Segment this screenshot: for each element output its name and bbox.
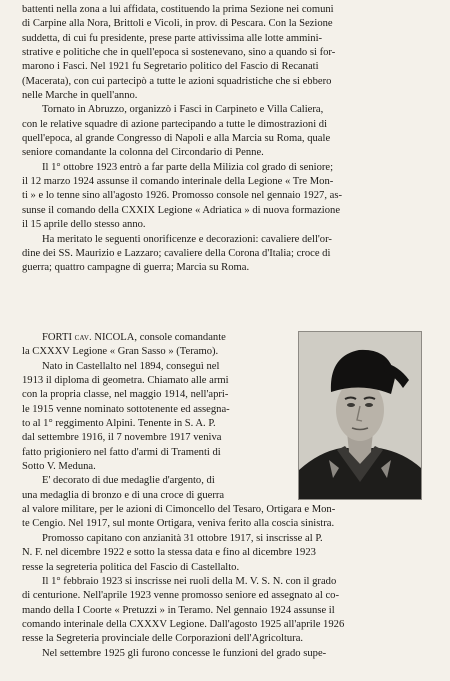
paragraph <box>22 532 422 575</box>
biography-forti <box>22 331 422 661</box>
paragraph <box>22 575 422 647</box>
text-line: Sotto V. Meduna. <box>22 461 96 473</box>
text-line: dine dei SS. Maurizio e Lazzaro; cavaliere della Corona d'Italia; croce di <box>22 247 331 259</box>
text-line: le 1915 venne nominato sottotenente ed assegna- <box>22 403 230 415</box>
text-line: guerra; quattro campagne di guerra; Marcia su Roma. <box>22 262 250 274</box>
text-line: marono i Fasci. Nel 1921 fu Segretario politico del Fascio di Recanati <box>22 61 319 73</box>
text-line: Tornato in Abruzzo, organizzò i Fasci in Carpineto e Villa Caliera, <box>42 104 324 116</box>
text-line: con le relative squadre di azione partecipando a tutte le dimostrazioni di <box>22 118 328 130</box>
paragraph <box>22 103 428 160</box>
person-name-role: NICOLA, console comandante <box>94 332 226 343</box>
text-line: con la propria classe, nel maggio 1914, nell'apri- <box>22 389 229 401</box>
person-surname: FORTI <box>42 332 72 343</box>
paragraph <box>22 360 287 475</box>
text-line: Nel settembre 1925 gli furono concesse le funzioni del grado supe- <box>42 647 327 659</box>
text-line: nelle Marche in quell'anno. <box>22 90 138 102</box>
text-line: mando della I Coorte « Pretuzzi » in Teramo. Nel gennaio 1924 assunse il <box>22 604 335 616</box>
text-line: strative e politiche che in quell'epoca si sostenevano, sino a quando si for- <box>22 47 336 59</box>
text-line: N. F. nel dicembre 1922 e sotto la stessa data e fino al dicembre 1923 <box>22 547 316 559</box>
text-line: comando interinale della CXXXV Legione. Dall'agosto 1925 all'aprile 1926 <box>22 618 345 630</box>
paragraph <box>22 233 428 276</box>
text-line: (Macerata), con cui partecipò a tutte le azioni squadristiche che si ebbero <box>22 75 332 87</box>
text-line: la CXXXV Legione « Gran Sasso » (Teramo). <box>22 346 219 358</box>
text-line: Nato in Castellalto nel 1894, conseguì nel <box>42 360 220 372</box>
biography-heading <box>22 331 287 360</box>
text-line: resse la segreteria politica del Fascio di Castellalto. <box>22 561 240 573</box>
paragraph-continuation <box>22 503 422 532</box>
text-line: il 15 aprile dello stesso anno. <box>22 219 146 231</box>
text-line: Promosso capitano con anzianità 31 ottobre 1917, si inscrisse al P. <box>42 532 323 544</box>
text-line: il 12 marzo 1924 assunse il comando interinale della Legione « Tre Mon- <box>22 176 334 188</box>
text-line: di centurione. Nell'aprile 1923 venne promosso seniore ed assegnato al co- <box>22 590 339 602</box>
text-line: battenti nella zona a lui affidata, costituendo la prima Sezione nei comuni <box>22 4 334 15</box>
text-line: sunse il comando della CXXIX Legione « Adriatica » di nuova formazione <box>22 204 341 216</box>
text-line: 1913 il diploma di geometra. Chiamato alle armi <box>22 375 229 387</box>
text-line: fatto prigioniero nel fatto d'armi di Tramenti di <box>22 446 221 458</box>
text-line: te Cengio. Nel 1917, sul monte Ortigara, veniva ferito alla coscia sinistra. <box>22 518 335 530</box>
paragraph <box>22 161 428 233</box>
paragraph <box>22 3 428 103</box>
text-line: di Carpine alla Nora, Brittoli e Vicoli, in prov. di Pescara. Con la Sezione <box>22 18 333 30</box>
text-line: resse la Segreteria provinciale delle Corporazioni dell'Agricoltura. <box>22 633 304 645</box>
text-line: Il 1° ottobre 1923 entrò a far parte della Milizia col grado di seniore; <box>42 161 334 173</box>
text-line: dal settembre 1916, il 7 novembre 1917 veniva <box>22 432 222 444</box>
person-title: cav. <box>74 332 92 343</box>
text-line: una medaglia di bronzo e di una croce di guerra <box>22 489 225 501</box>
paragraph <box>22 474 287 503</box>
text-line: E' decorato di due medaglie d'argento, di <box>42 475 215 487</box>
text-line: Il 1° febbraio 1923 si inscrisse nei ruoli della M. V. S. N. con il grado <box>42 575 337 587</box>
text-line: ti » e lo tenne sino all'agosto 1926. Promosso console nel gennaio 1927, as- <box>22 190 342 202</box>
text-line: suddetta, di cui fu presidente, prese parte attivissima alle lotte ammini- <box>22 32 323 44</box>
text-line: quell'epoca, al grande Congresso di Napoli e alla Marcia su Roma, quale <box>22 133 331 145</box>
text-line: seniore comandante la colonna del Circondario di Penne. <box>22 147 264 159</box>
text-line: Ha meritato le seguenti onorificenze e decorazioni: cavaliere dell'or- <box>42 233 332 245</box>
text-line: to al 1° reggimento Alpini. Tenente in S. A. P. <box>22 418 216 430</box>
text-line: al valore militare, per le azioni di Cimoncello del Tesaro, Ortigara e Mon- <box>22 504 336 516</box>
biography-continuation <box>22 3 428 276</box>
paragraph <box>22 647 422 661</box>
